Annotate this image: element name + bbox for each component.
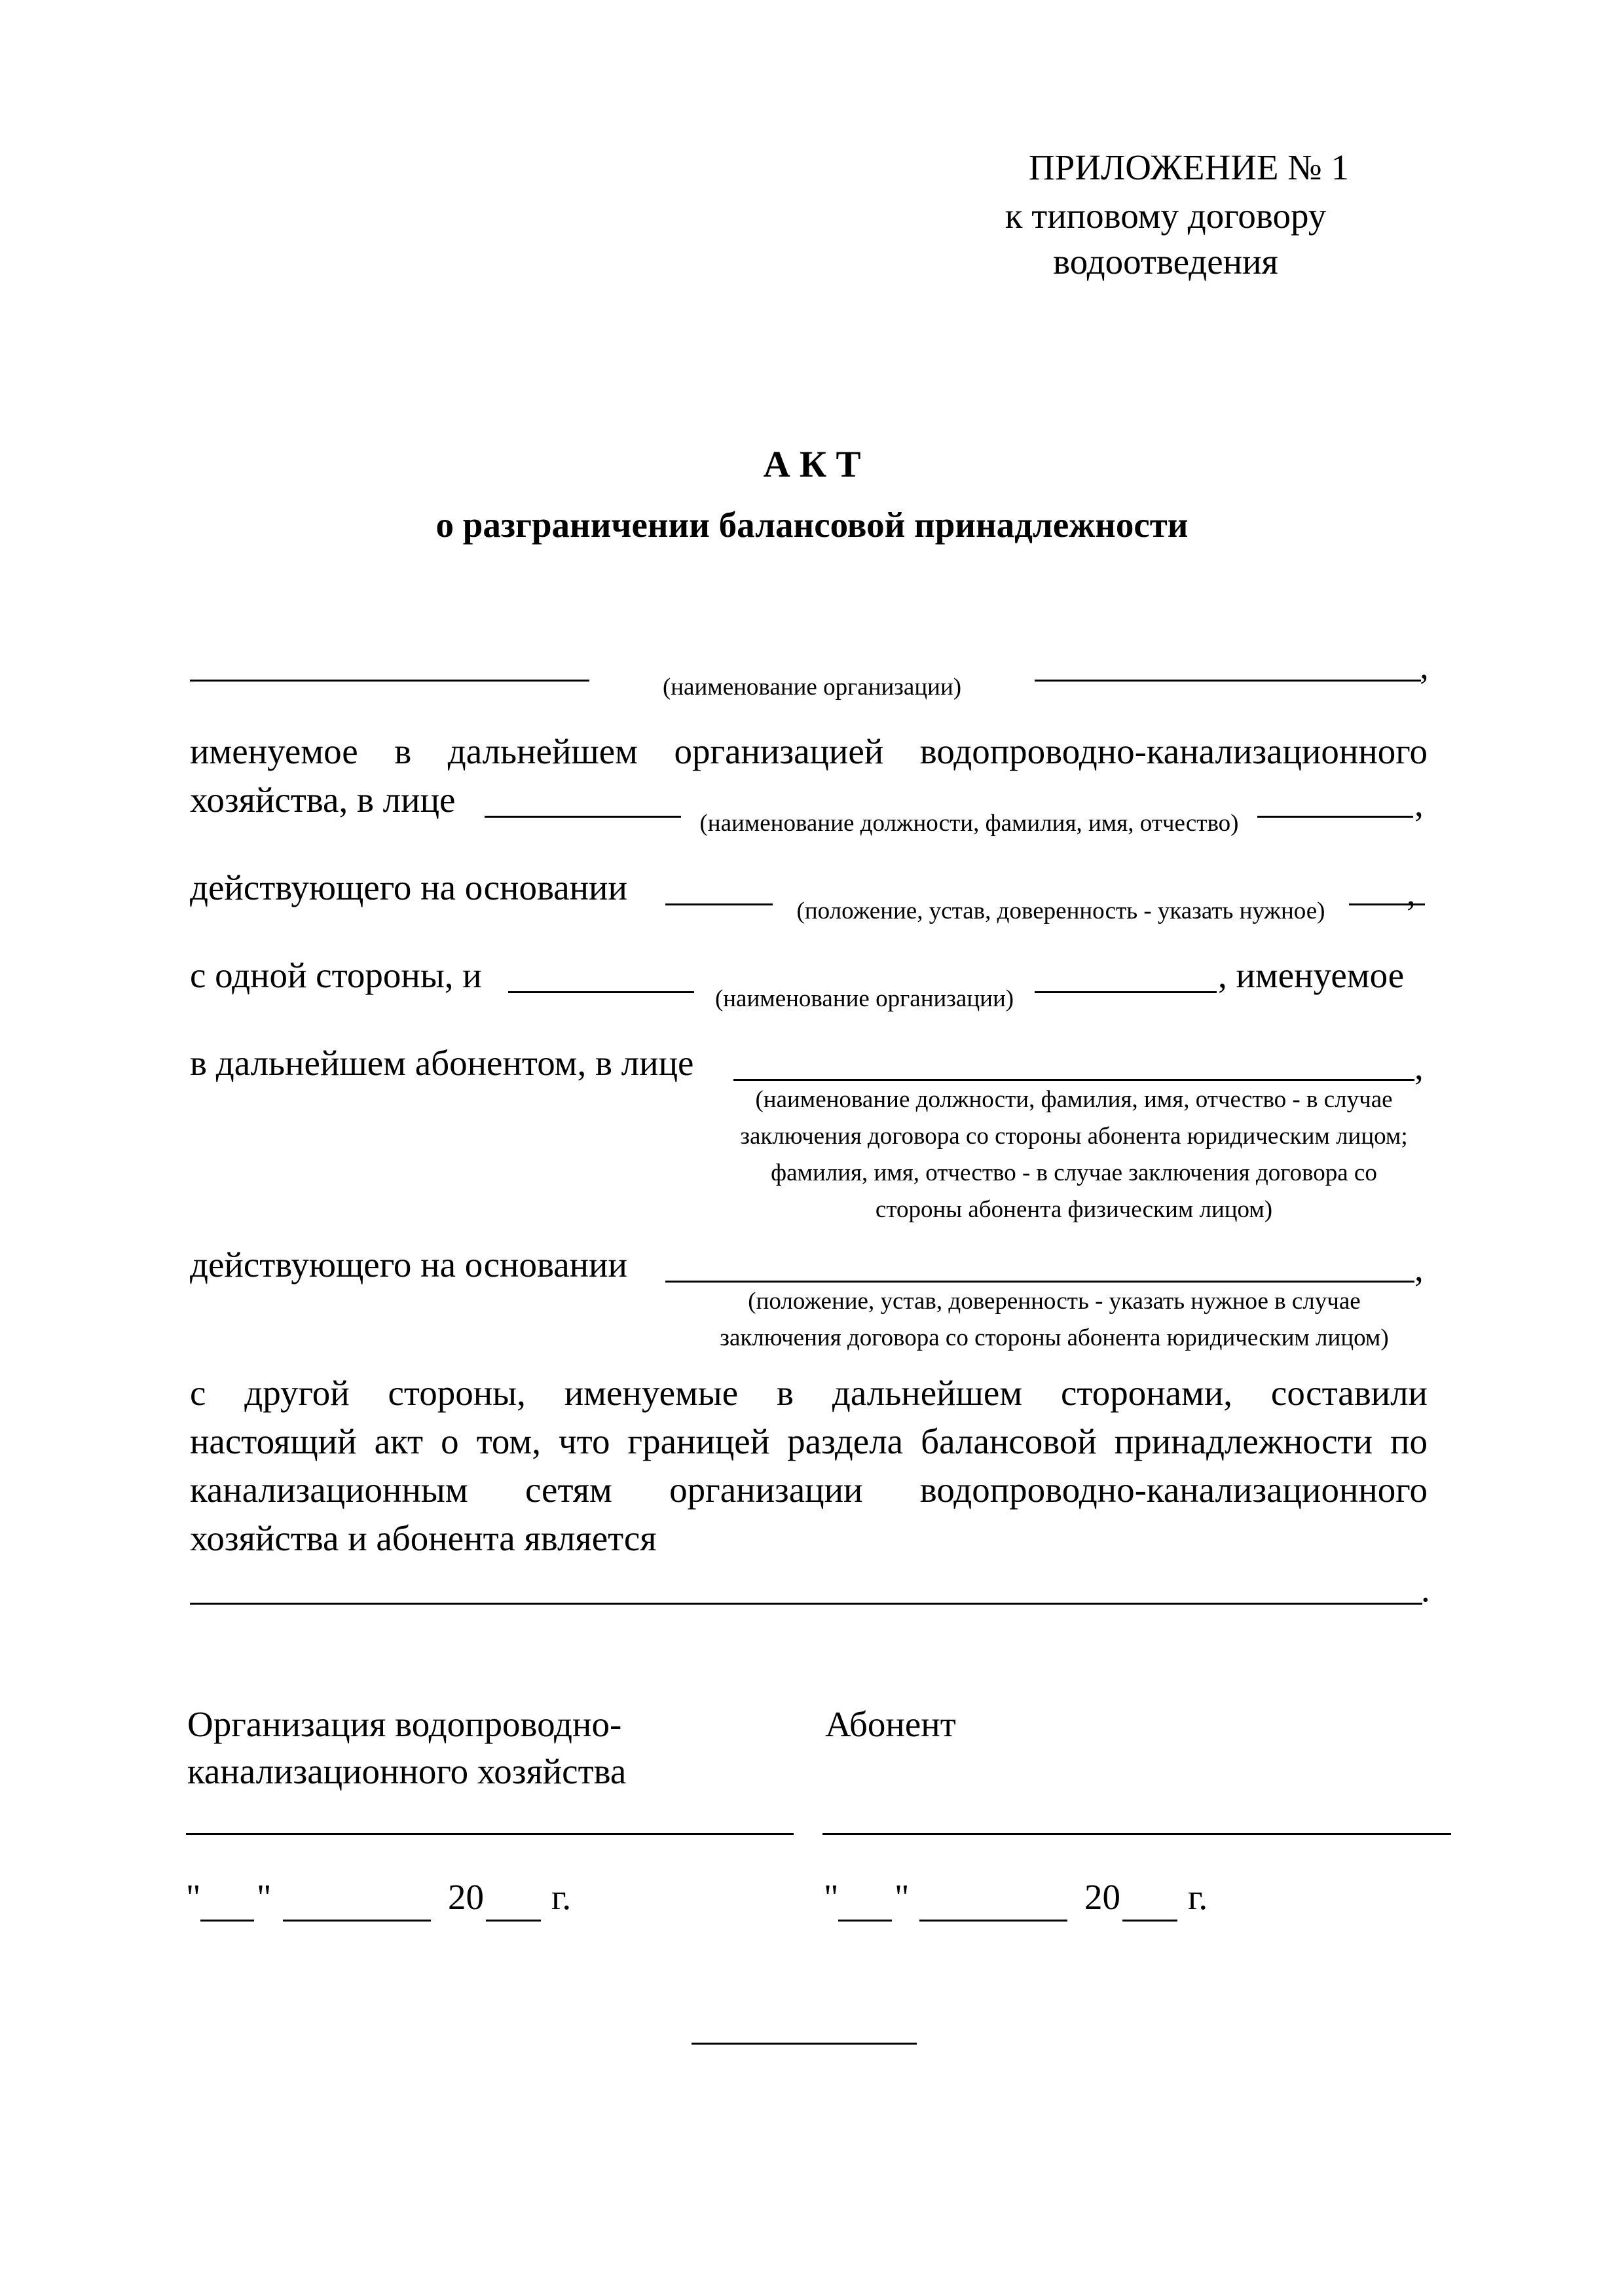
abonent-representative-caption-2: заключения договора со стороны абонента юридическим лицом;	[740, 1123, 1408, 1150]
vkh-representative-comma: ,	[1414, 784, 1424, 824]
abonent-representative-caption-4: стороны абонента физическим лицом)	[875, 1196, 1273, 1223]
abonent-representative-line[interactable]	[733, 1079, 1414, 1081]
vkh-basis-lead: действующего на основании	[190, 867, 627, 907]
boundary-description-line[interactable]	[190, 1603, 1422, 1605]
abonent-basis-caption-1: (положение, устав, доверенность - указать нужное в случае	[748, 1288, 1361, 1315]
boundary-final-dot: .	[1421, 1569, 1430, 1609]
vkh-date-open-quote: "	[186, 1877, 201, 1917]
appendix-number: ПРИЛОЖЕНИЕ № 1	[1028, 147, 1349, 187]
side-one-tail: , именуемое	[1218, 955, 1405, 995]
abonent-date-open-quote: "	[824, 1877, 839, 1917]
document-title: А К Т	[763, 444, 861, 485]
vkh-basis-caption: (положение, устав, доверенность - указать нужное)	[773, 896, 1349, 927]
abonent-representative-lead: в дальнейшем абонентом, в лице	[190, 1043, 694, 1083]
abonent-representative-caption-3: фамилия, имя, отчество - в случае заключения договора со	[771, 1159, 1377, 1186]
abonent-signature-label: Абонент	[825, 1704, 956, 1744]
abonent-date-year-suffix: г.	[1188, 1877, 1208, 1917]
abonent-basis-lead: действующего на основании	[190, 1245, 627, 1285]
body-line-2: настоящий акт о том, что границей раздела балансовой принадлежности по	[190, 1421, 1428, 1461]
abonent-date-day-line[interactable]	[838, 1920, 892, 1922]
vkh-date-year-suffix: г.	[551, 1877, 572, 1917]
document-subtitle: о разграничении балансовой принадлежности	[435, 505, 1189, 545]
abonent-representative-comma: ,	[1414, 1047, 1424, 1087]
side-one-lead: с одной стороны, и	[190, 955, 482, 995]
abonent-basis-line[interactable]	[665, 1281, 1414, 1283]
vkh-date-month-line[interactable]	[283, 1920, 431, 1922]
abonent-date-year-line[interactable]	[1122, 1920, 1177, 1922]
vkh-signature-label-2: канализационного хозяйства	[187, 1751, 627, 1791]
abonent-representative-caption-1: (наименование должности, фамилия, имя, отчество - в случае	[755, 1086, 1393, 1113]
appendix-contract-subject: водоотведения	[1053, 242, 1278, 282]
vkh-signature-label-1: Организация водопроводно-	[187, 1704, 622, 1744]
vkh-date-year-prefix: 20	[448, 1877, 484, 1917]
vkh-representative-lead: хозяйства, в лице	[190, 780, 456, 820]
abonent-signature-line[interactable]	[822, 1833, 1451, 1835]
abonent-date-year-prefix: 20	[1084, 1877, 1120, 1917]
appendix-contract-type: к типовому договору	[1005, 196, 1327, 236]
abonent-date-close-quote: "	[895, 1877, 910, 1917]
vkh-date-close-quote: "	[257, 1877, 272, 1917]
abonent-basis-comma: ,	[1414, 1248, 1424, 1288]
vkh-signature-line[interactable]	[186, 1833, 794, 1835]
abonent-basis-caption-2: заключения договора со стороны абонента юридическим лицом)	[720, 1324, 1389, 1351]
closing-separator-line	[692, 2043, 917, 2045]
vkh-date-day-line[interactable]	[200, 1920, 254, 1922]
org-name-caption: (наименование организации)	[589, 672, 1035, 703]
vkh-date-year-line[interactable]	[486, 1920, 541, 1922]
vkh-text-line: именуемое в дальнейшем организацией водопроводно-канализационного	[190, 731, 1428, 771]
body-line-1: с другой стороны, именуемые в дальнейшем сторонами, составили	[190, 1373, 1428, 1413]
vkh-basis-comma: ,	[1407, 873, 1416, 913]
abonent-org-caption: (наименование организации)	[694, 983, 1035, 1015]
body-line-4: хозяйства и абонента является	[190, 1518, 657, 1558]
org-name-comma: ,	[1420, 646, 1429, 686]
vkh-representative-caption: (наименование должности, фамилия, имя, отчество)	[681, 808, 1257, 839]
body-line-3: канализационным сетям организации водопроводно-канализационного	[190, 1470, 1428, 1510]
abonent-date-month-line[interactable]	[919, 1920, 1067, 1922]
